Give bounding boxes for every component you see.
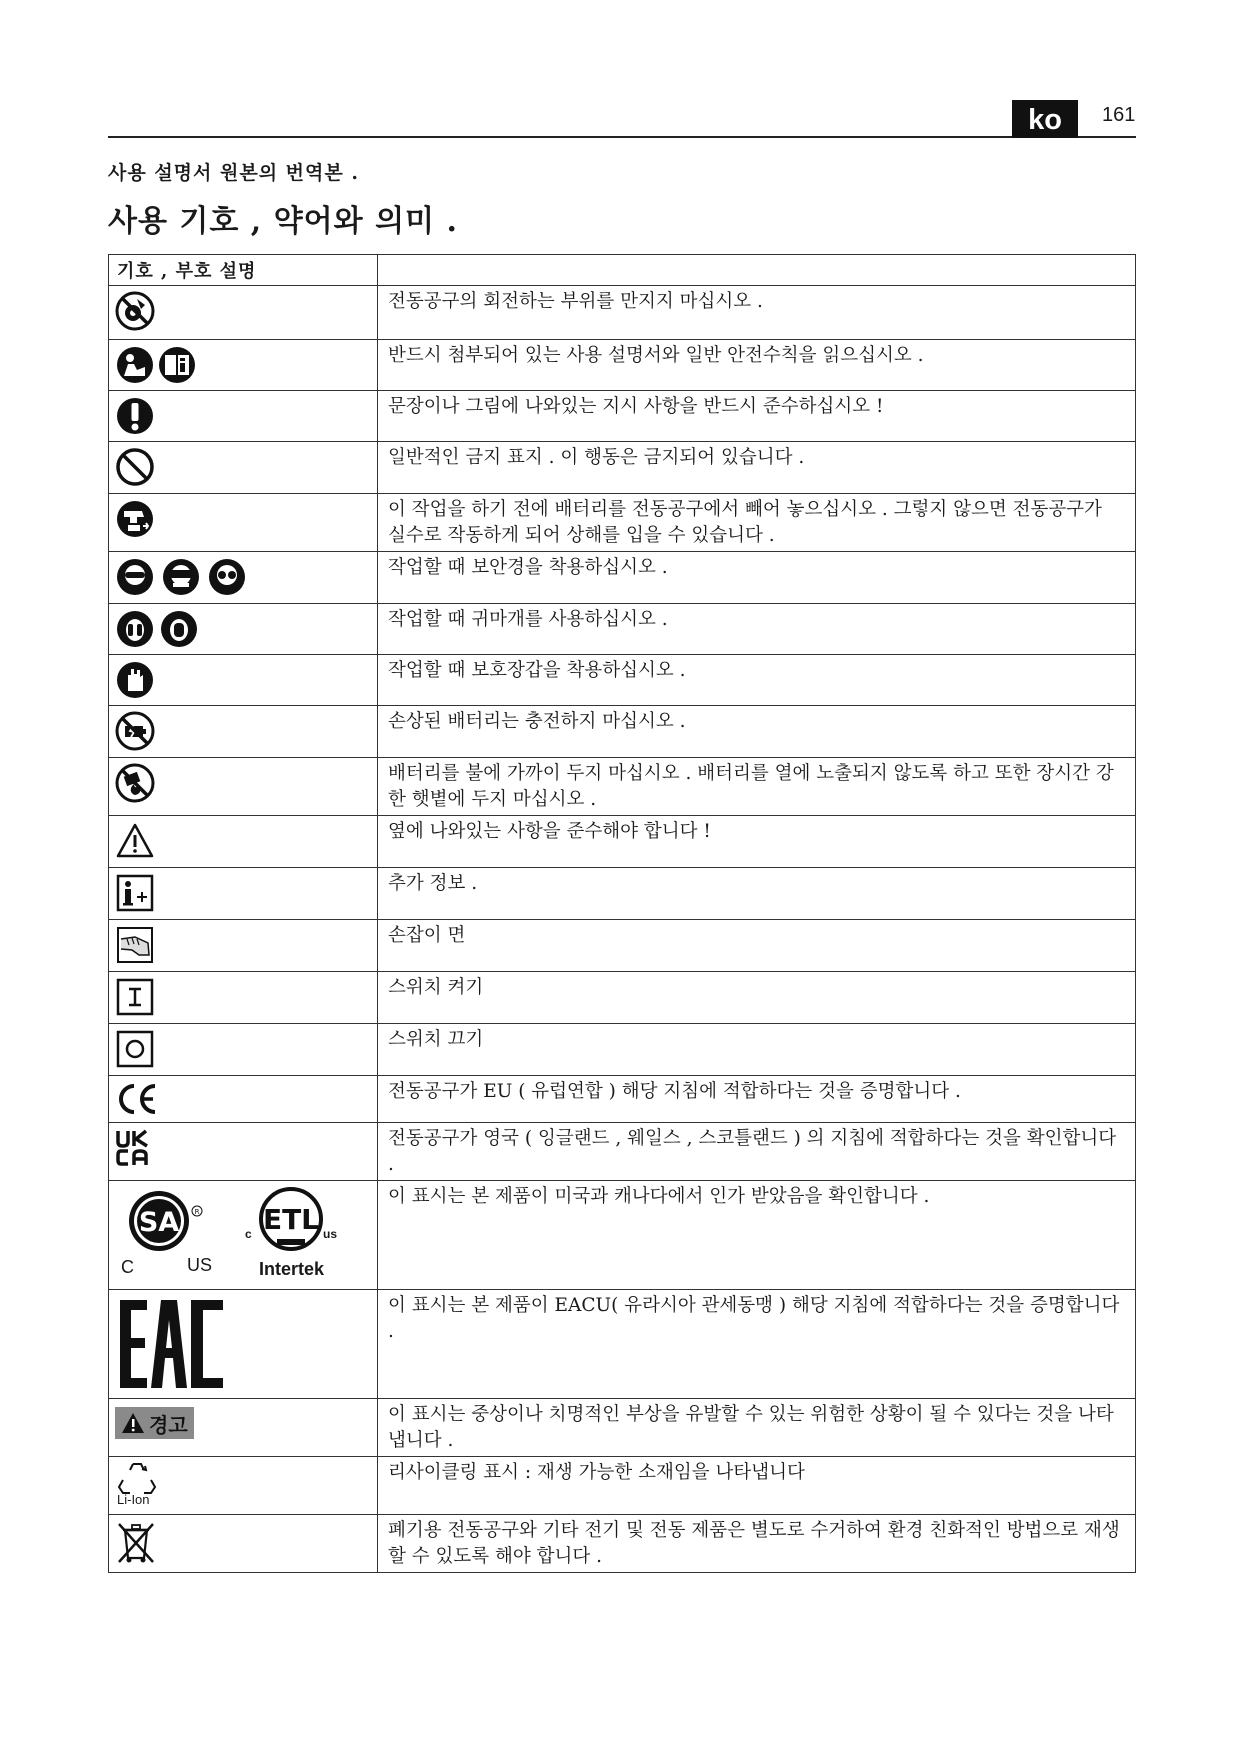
csa-certification-mark (119, 1187, 223, 1283)
page-header (108, 100, 1136, 138)
gloves-icon (115, 660, 155, 700)
row-description: 일반적인 금지 표지 . 이 행동은 금지되어 있습니다 . (378, 442, 1136, 494)
row-description: 리사이클링 표시 : 재생 가능한 소재임을 나타냅니다 (378, 1457, 1136, 1515)
page-number: 161 (1102, 104, 1136, 126)
etl-certification-mark (241, 1187, 341, 1283)
weee-bin-icon (115, 1520, 157, 1564)
etl-us-label: us (323, 1227, 338, 1241)
table-row (109, 868, 1136, 920)
row-description: 손잡이 면 (378, 920, 1136, 972)
row-description: 작업할 때 귀마개를 사용하십시오 . (378, 604, 1136, 655)
row-description: 스위치 끄기 (378, 1024, 1136, 1076)
mandatory-action-icon (115, 396, 155, 436)
table-row (109, 920, 1136, 972)
table-row (109, 972, 1136, 1024)
row-description: 전동공구가 영국 ( 잉글랜드 , 웨일스 , 스코틀랜드 ) 의 지침에 적합하다는 것을 확인합니다 . (378, 1123, 1136, 1181)
intertek-label: Intertek (259, 1259, 325, 1279)
no-touch-rotating-parts-icon (115, 291, 155, 331)
info-plus-icon (115, 873, 155, 913)
svg-text:SA: SA (138, 1207, 180, 1238)
grip-surface-icon (115, 925, 155, 965)
switch-off-icon (115, 1029, 155, 1069)
recycling-icon (117, 1460, 157, 1496)
row-description: 이 표시는 본 제품이 미국과 캐나다에서 인가 받았음을 확인합니다 . (378, 1181, 1136, 1290)
header-rule (108, 136, 1136, 138)
table-row (109, 1290, 1136, 1399)
no-fire-battery-icon (115, 763, 155, 803)
translation-note: 사용 설명서 원본의 번역본 . (108, 162, 359, 184)
csa-us-label: US (187, 1255, 213, 1275)
warning-label-text: 경고 (149, 1412, 188, 1437)
table-row (109, 340, 1136, 391)
row-description: 추가 정보 . (378, 868, 1136, 920)
row-description: 손상된 배터리는 충전하지 마십시오 . (378, 706, 1136, 758)
table-row (109, 604, 1136, 655)
row-description: 이 작업을 하기 전에 배터리를 전동공구에서 빼어 놓으십시오 . 그렇지 않으면 전동공구가 실수로 작동하게 되어 상해를 입을 수 있습니다 . (378, 494, 1136, 552)
eac-mark-icon (117, 1298, 227, 1390)
symbols-table (108, 254, 1136, 1573)
row-description: 전동공구가 EU ( 유럽연합 ) 해당 지침에 적합하다는 것을 증명합니다 . (378, 1076, 1136, 1123)
table-row (109, 706, 1136, 758)
svg-text:ETL: ETL (262, 1203, 320, 1236)
table-row (109, 1024, 1136, 1076)
table-row (109, 1123, 1136, 1181)
row-description: 이 표시는 본 제품이 EACU( 유라시아 관세동맹 ) 해당 지침에 적합하다는 것을 증명합니다 . (378, 1290, 1136, 1399)
symbol-column-header: 기호 , 부호 설명 (109, 255, 378, 286)
table-row (109, 494, 1136, 552)
table-row (109, 655, 1136, 706)
row-description: 배터리를 불에 가까이 두지 마십시오 . 배터리를 열에 노출되지 않도록 하고 또한 장시간 강한 햇볕에 두지 마십시오 . (378, 758, 1136, 816)
table-row (109, 552, 1136, 604)
table-row (109, 1399, 1136, 1457)
ce-mark-icon (115, 1081, 159, 1117)
table-row (109, 1515, 1136, 1573)
prohibition-icon (115, 447, 155, 487)
page-title: 사용 기호 , 약어와 의미 . (108, 204, 458, 239)
switch-on-icon (115, 977, 155, 1017)
no-charging-damaged-battery-icon (115, 711, 155, 751)
warning-label-badge (115, 1407, 194, 1439)
row-description: 문장이나 그림에 나와있는 지시 사항을 반드시 준수하십시오 ! (378, 391, 1136, 442)
svg-text:R: R (194, 1208, 200, 1216)
table-row (109, 286, 1136, 340)
etl-logo-icon (241, 1187, 341, 1257)
li-ion-label: Li-Ion (117, 1492, 150, 1507)
row-description: 반드시 첨부되어 있는 사용 설명서와 일반 안전수칙을 읽으십시오 . (378, 340, 1136, 391)
table-row (109, 1457, 1136, 1515)
row-description: 스위치 켜기 (378, 972, 1136, 1024)
row-description: 작업할 때 보안경을 착용하십시오 . (378, 552, 1136, 604)
table-row (109, 816, 1136, 868)
row-description: 전동공구의 회전하는 부위를 만지지 마십시오 . (378, 286, 1136, 340)
ukca-mark-icon (115, 1128, 151, 1168)
language-badge: ko (1012, 100, 1078, 138)
read-manual-icon (115, 345, 199, 385)
etl-c-label: c (245, 1227, 252, 1241)
remove-battery-icon (115, 499, 155, 539)
eye-protection-icon (115, 557, 247, 597)
warning-triangle-small-icon (121, 1412, 145, 1434)
table-row (109, 758, 1136, 816)
ear-protection-icon (115, 609, 201, 649)
row-description: 폐기용 전동공구와 기타 전기 및 전동 제품은 별도로 수거하여 환경 친화적인 방법으로 재생할 수 있도록 해야 합니다 . (378, 1515, 1136, 1573)
table-row (109, 1076, 1136, 1123)
description-column-header (378, 255, 1136, 286)
table-row (109, 1181, 1136, 1290)
row-description: 이 표시는 중상이나 치명적인 부상을 유발할 수 있는 위험한 상황이 될 수 있다는 것을 나타냅니다 . (378, 1399, 1136, 1457)
row-description: 작업할 때 보호장갑을 착용하십시오 . (378, 655, 1136, 706)
table-row (109, 442, 1136, 494)
row-description: 옆에 나와있는 사항을 준수해야 합니다 ! (378, 816, 1136, 868)
csa-logo-icon (119, 1187, 223, 1259)
table-header-row (109, 255, 1136, 286)
table-row (109, 391, 1136, 442)
warning-triangle-icon (115, 821, 155, 861)
csa-c-label: C (121, 1257, 134, 1277)
